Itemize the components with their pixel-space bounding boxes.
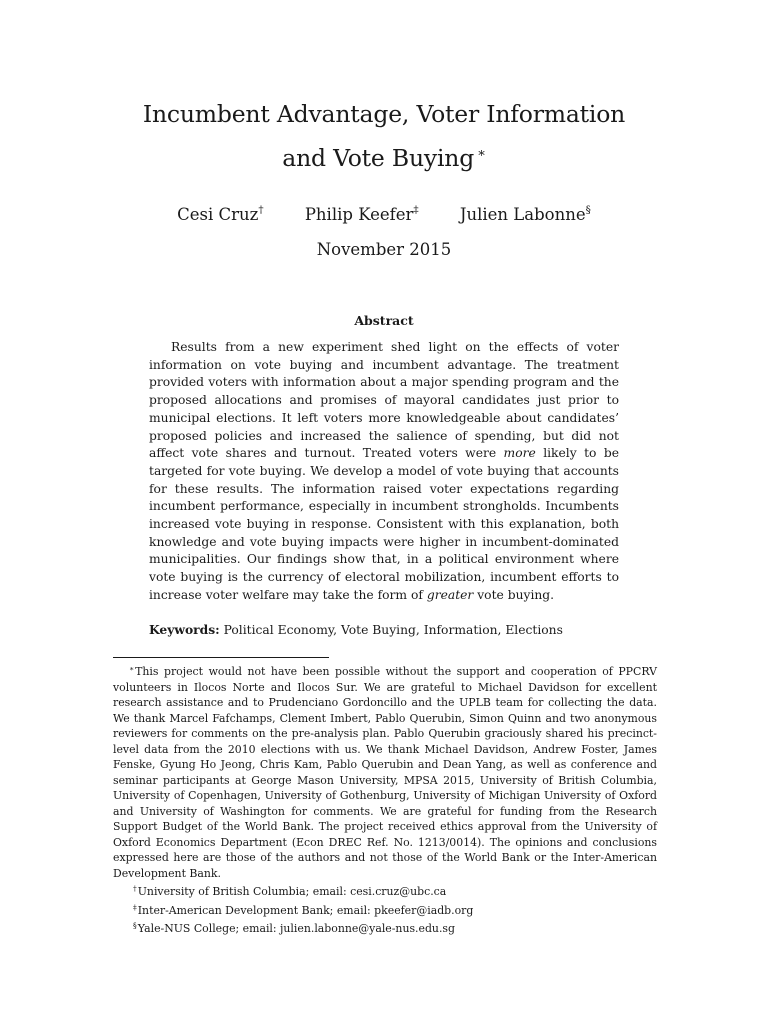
author-labonne	[460, 205, 591, 224]
abstract-text-2: likely to be targeted for vote buying. We develop a model of vote buying that accounts for these results. The information raised voter expectations regarding incumbent performance, especially in incumbent strongholds. Incumbents increased vote buying in response. Consistent with this explanation, both knowledge and vote buying impacts were higher in incumbent-dominated municipalities. Our findings show that, in a political environment where vote buying is the currency of electoral mobilization, incumbent efforts to increase voter welfare may take the form of	[149, 446, 619, 602]
abstract-heading: Abstract	[354, 313, 414, 328]
title-footnote-mark: ∗	[477, 146, 486, 161]
author-mark: §	[585, 204, 591, 216]
footnote-affiliation-cruz	[113, 881, 657, 900]
footnote-mark: ‡	[133, 902, 137, 912]
footnote-mark: ∗	[129, 664, 135, 673]
author-cruz	[177, 205, 263, 224]
paper-title	[84, 94, 684, 178]
author-list	[0, 198, 768, 227]
footnote-text: Yale-NUS College; email: julien.labonne@yale-nus.edu.sg	[137, 922, 455, 935]
abstract-text-1: Results from a new experiment shed light on the effects of voter information on vote buying and incumbent advantage. The treatment provided voters with information about a major spending program and the proposed allocations and promises of mayoral candidates just prior to municipal elections. It left voters more knowledgeable about candidates’ proposed policies and increased the salience of spending, but did not affect vote shares and turnout. Treated voters were	[149, 340, 619, 461]
title-line-1: Incumbent Advantage, Voter Information	[142, 100, 626, 128]
footnote-text: This project would not have been possible without the support and cooperation of PPCRV volunteers in Ilocos Norte and Ilocos Sur. We are grateful to Michael Davidson for excellent research assistance and to Prudenciano Gordoncillo and the UPLB team for collecting the data. We thank Marcel Fafchamps, Clement Imbert, Pablo Querubin, Simon Quinn and two anonymous reviewers for comments on the pre-analysis plan. Pablo Querubin graciously shared his precinct-level data from the 2010 elections with us. We thank Michael Davidson, Andrew Foster, James Fenske, Gyung Ho Jeong, Chris Kam, Pablo Querubin and Dean Yang, as well as conference and seminar participants at George Mason University, MPSA 2015, University of British Columbia, University of Copenhagen, University of Gothenburg, University of Michigan University of Oxford and University of Washington for comments. We are grateful for funding from the Research Support Budget of the World Bank. The project received ethics approval from the University of Oxford Economics Department (Econ DREC Ref. No. 1213/0014). The opinions and conclusions expressed here are those of the authors and not those of the World Bank or the Inter-American Development Bank.	[113, 665, 657, 880]
abstract-emphasis-greater: greater	[426, 587, 474, 602]
keywords	[149, 621, 619, 639]
title-line-2-text: and Vote Buying	[282, 144, 475, 172]
footnote-mark: †	[133, 884, 137, 893]
footnote-rule	[113, 657, 329, 658]
author-mark: ‡	[413, 204, 419, 216]
author-keefer	[305, 205, 419, 224]
title-line-2	[84, 134, 684, 178]
abstract-emphasis-more: more	[503, 446, 536, 461]
author-name: Julien Labonne	[459, 205, 586, 224]
footnote-affiliation-keefer	[113, 900, 657, 919]
footnote-text: Inter-American Development Bank; email: pkeefer@iadb.org	[137, 903, 474, 917]
author-name: Cesi Cruz	[177, 205, 259, 224]
abstract-body	[149, 339, 619, 605]
keywords-label: Keywords:	[149, 622, 220, 637]
footnote-mark: §	[133, 921, 137, 930]
author-name: Philip Keefer	[304, 205, 414, 224]
paper-date: November 2015	[316, 240, 452, 259]
footnote-text: University of British Columbia; email: cesi.cruz@ubc.ca	[137, 885, 447, 898]
abstract-text-3: vote buying.	[473, 587, 555, 602]
footnotes	[113, 661, 657, 937]
footnote-affiliation-labonne	[113, 918, 657, 937]
author-mark: †	[258, 204, 264, 216]
keywords-text: Political Economy, Vote Buying, Information, Elections	[219, 623, 563, 637]
footnote-acknowledgements	[113, 661, 657, 881]
